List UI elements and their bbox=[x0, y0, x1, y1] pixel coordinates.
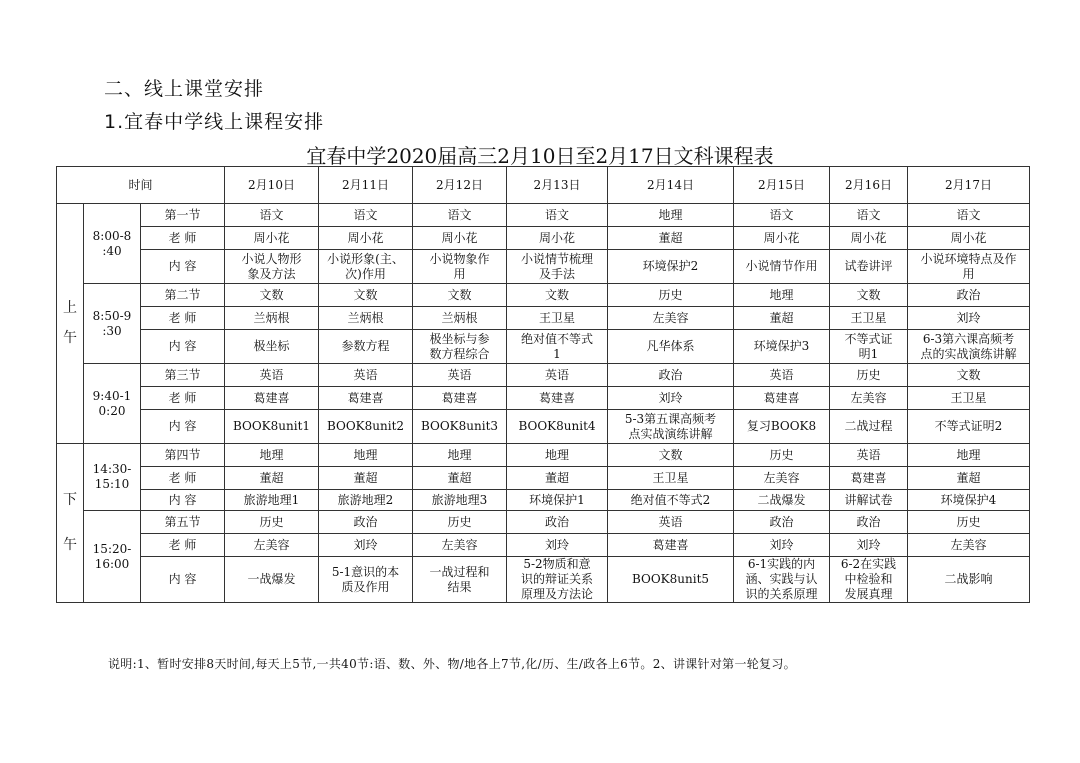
schedule-cell: 兰炳根 bbox=[225, 307, 319, 330]
half-day-label: 上 午 bbox=[57, 204, 84, 444]
row-label: 老 师 bbox=[141, 467, 225, 490]
row-label: 第四节 bbox=[141, 444, 225, 467]
schedule-cell: 王卫星 bbox=[908, 387, 1030, 410]
schedule-cell: 语文 bbox=[319, 204, 413, 227]
row-label: 老 师 bbox=[141, 387, 225, 410]
table-row bbox=[57, 511, 1030, 534]
schedule-cell: 葛建喜 bbox=[225, 387, 319, 410]
half-day-label: 下 午 bbox=[57, 444, 84, 603]
schedule-cell: 政治 bbox=[908, 284, 1030, 307]
schedule-cell: 左美容 bbox=[608, 307, 734, 330]
schedule-cell: 一战爆发 bbox=[225, 557, 319, 603]
schedule-cell: 6-2在实践 中检验和 发展真理 bbox=[830, 557, 908, 603]
schedule-cell: 绝对值不等式 1 bbox=[507, 330, 608, 364]
schedule-cell: 语文 bbox=[225, 204, 319, 227]
table-row bbox=[57, 284, 1030, 307]
schedule-cell: 旅游地理1 bbox=[225, 490, 319, 511]
row-label: 内 容 bbox=[141, 557, 225, 603]
schedule-cell: 历史 bbox=[734, 444, 830, 467]
schedule-cell: 政治 bbox=[319, 511, 413, 534]
row-label: 内 容 bbox=[141, 330, 225, 364]
schedule-cell: 文数 bbox=[507, 284, 608, 307]
schedule-cell: 政治 bbox=[830, 511, 908, 534]
schedule-cell: 葛建喜 bbox=[319, 387, 413, 410]
schedule-cell: 地理 bbox=[734, 284, 830, 307]
schedule-cell: 不等式证明2 bbox=[908, 410, 1030, 444]
schedule-cell: 刘玲 bbox=[734, 534, 830, 557]
schedule-cell: 一战过程和 结果 bbox=[413, 557, 507, 603]
row-label: 老 师 bbox=[141, 227, 225, 250]
schedule-cell: 小说情节梳理 及手法 bbox=[507, 250, 608, 284]
time-header: 时间 bbox=[57, 167, 225, 204]
table-row bbox=[57, 467, 1030, 490]
schedule-cell: 文数 bbox=[908, 364, 1030, 387]
schedule-cell: 葛建喜 bbox=[830, 467, 908, 490]
schedule-cell: 地理 bbox=[319, 444, 413, 467]
schedule-cell: 文数 bbox=[830, 284, 908, 307]
table-row bbox=[57, 204, 1030, 227]
schedule-cell: 小说人物形 象及方法 bbox=[225, 250, 319, 284]
table-row bbox=[57, 410, 1030, 444]
schedule-cell: 复习BOOK8 bbox=[734, 410, 830, 444]
schedule-cell: 二战过程 bbox=[830, 410, 908, 444]
time-slot: 14:30- 15:10 bbox=[84, 444, 141, 511]
schedule-cell: 小说环境特点及作 用 bbox=[908, 250, 1030, 284]
schedule-cell: 地理 bbox=[225, 444, 319, 467]
date-header: 2月13日 bbox=[507, 167, 608, 204]
schedule-cell: 文数 bbox=[225, 284, 319, 307]
schedule-cell: 周小花 bbox=[319, 227, 413, 250]
schedule-cell: 刘玲 bbox=[608, 387, 734, 410]
schedule-cell: 文数 bbox=[319, 284, 413, 307]
schedule-cell: 旅游地理3 bbox=[413, 490, 507, 511]
table-row bbox=[57, 557, 1030, 603]
schedule-cell: 绝对值不等式2 bbox=[608, 490, 734, 511]
schedule-table bbox=[56, 166, 1030, 603]
schedule-cell: 葛建喜 bbox=[734, 387, 830, 410]
schedule-cell: 英语 bbox=[319, 364, 413, 387]
schedule-cell: 政治 bbox=[734, 511, 830, 534]
schedule-cell: 英语 bbox=[734, 364, 830, 387]
schedule-cell: 左美容 bbox=[413, 534, 507, 557]
schedule-cell: BOOK8unit3 bbox=[413, 410, 507, 444]
row-label: 第一节 bbox=[141, 204, 225, 227]
schedule-cell: 政治 bbox=[608, 364, 734, 387]
date-header: 2月14日 bbox=[608, 167, 734, 204]
schedule-cell: 葛建喜 bbox=[507, 387, 608, 410]
schedule-cell: 左美容 bbox=[830, 387, 908, 410]
schedule-cell: 董超 bbox=[734, 307, 830, 330]
schedule-cell: 环境保护3 bbox=[734, 330, 830, 364]
row-label: 老 师 bbox=[141, 307, 225, 330]
schedule-cell: 小说形象(主、 次)作用 bbox=[319, 250, 413, 284]
schedule-cell: 英语 bbox=[608, 511, 734, 534]
schedule-cell: 董超 bbox=[608, 227, 734, 250]
schedule-cell: 英语 bbox=[830, 444, 908, 467]
schedule-cell: 英语 bbox=[507, 364, 608, 387]
schedule-cell: BOOK8unit4 bbox=[507, 410, 608, 444]
schedule-cell: 兰炳根 bbox=[413, 307, 507, 330]
row-label: 内 容 bbox=[141, 490, 225, 511]
schedule-cell: 左美容 bbox=[734, 467, 830, 490]
schedule-cell: 参数方程 bbox=[319, 330, 413, 364]
schedule-cell: 周小花 bbox=[734, 227, 830, 250]
table-row bbox=[57, 307, 1030, 330]
time-slot: 8:50-9 :30 bbox=[84, 284, 141, 364]
footnote: 说明:1、暂时安排8天时间,每天上5节,一共40节:语、数、外、物/地各上7节,化/历、生/政各上6节。2、讲课针对第一轮复习。 bbox=[108, 657, 796, 671]
table-row bbox=[57, 250, 1030, 284]
schedule-cell: 历史 bbox=[608, 284, 734, 307]
schedule-cell: 极坐标与参 数方程综合 bbox=[413, 330, 507, 364]
schedule-cell: 极坐标 bbox=[225, 330, 319, 364]
schedule-cell: 小说情节作用 bbox=[734, 250, 830, 284]
schedule-cell: 英语 bbox=[413, 364, 507, 387]
schedule-cell: 语文 bbox=[413, 204, 507, 227]
table-row bbox=[57, 444, 1030, 467]
schedule-cell: 文数 bbox=[608, 444, 734, 467]
row-label: 内 容 bbox=[141, 410, 225, 444]
schedule-cell: 环境保护4 bbox=[908, 490, 1030, 511]
schedule-cell: 王卫星 bbox=[608, 467, 734, 490]
row-label: 第二节 bbox=[141, 284, 225, 307]
schedule-cell: 王卫星 bbox=[507, 307, 608, 330]
schedule-cell: 6-3第六课高频考 点的实战演练讲解 bbox=[908, 330, 1030, 364]
schedule-cell: 历史 bbox=[908, 511, 1030, 534]
schedule-cell: 刘玲 bbox=[908, 307, 1030, 330]
schedule-cell: 语文 bbox=[507, 204, 608, 227]
schedule-cell: 语文 bbox=[830, 204, 908, 227]
time-slot: 9:40-1 0:20 bbox=[84, 364, 141, 444]
schedule-cell: 语文 bbox=[734, 204, 830, 227]
schedule-cell: 文数 bbox=[413, 284, 507, 307]
schedule-cell: 刘玲 bbox=[507, 534, 608, 557]
schedule-cell: 地理 bbox=[908, 444, 1030, 467]
schedule-cell: 王卫星 bbox=[830, 307, 908, 330]
row-label: 老 师 bbox=[141, 534, 225, 557]
schedule-cell: 不等式证 明1 bbox=[830, 330, 908, 364]
section-heading: 二、线上课堂安排 bbox=[104, 78, 265, 100]
date-header: 2月17日 bbox=[908, 167, 1030, 204]
row-label: 第三节 bbox=[141, 364, 225, 387]
table-row bbox=[57, 490, 1030, 511]
schedule-cell: 周小花 bbox=[830, 227, 908, 250]
table-row bbox=[57, 364, 1030, 387]
schedule-cell: 葛建喜 bbox=[413, 387, 507, 410]
schedule-cell: 董超 bbox=[413, 467, 507, 490]
row-label: 第五节 bbox=[141, 511, 225, 534]
table-row bbox=[57, 534, 1030, 557]
schedule-cell: 历史 bbox=[413, 511, 507, 534]
schedule-cell: 董超 bbox=[319, 467, 413, 490]
time-slot: 15:20- 16:00 bbox=[84, 511, 141, 603]
schedule-cell: 历史 bbox=[830, 364, 908, 387]
schedule-cell: 二战爆发 bbox=[734, 490, 830, 511]
schedule-cell: 试卷讲评 bbox=[830, 250, 908, 284]
schedule-cell: 周小花 bbox=[225, 227, 319, 250]
date-header: 2月12日 bbox=[413, 167, 507, 204]
schedule-cell: 刘玲 bbox=[830, 534, 908, 557]
header-row bbox=[57, 167, 1030, 204]
date-header: 2月15日 bbox=[734, 167, 830, 204]
schedule-cell: 5-2物质和意 识的辩证关系 原理及方法论 bbox=[507, 557, 608, 603]
schedule-cell: 周小花 bbox=[507, 227, 608, 250]
schedule-cell: 董超 bbox=[225, 467, 319, 490]
date-header: 2月16日 bbox=[830, 167, 908, 204]
schedule-cell: 凡华体系 bbox=[608, 330, 734, 364]
schedule-cell: 环境保护2 bbox=[608, 250, 734, 284]
schedule-cell: 董超 bbox=[908, 467, 1030, 490]
schedule-cell: 地理 bbox=[507, 444, 608, 467]
date-header: 2月10日 bbox=[225, 167, 319, 204]
schedule-cell: 周小花 bbox=[413, 227, 507, 250]
table-row bbox=[57, 227, 1030, 250]
subsection-heading: 1.宜春中学线上课程安排 bbox=[104, 111, 325, 133]
schedule-cell: 小说物象作 用 bbox=[413, 250, 507, 284]
schedule-cell: 历史 bbox=[225, 511, 319, 534]
schedule-cell: 5-1意识的本 质及作用 bbox=[319, 557, 413, 603]
schedule-cell: 左美容 bbox=[908, 534, 1030, 557]
schedule-cell: 刘玲 bbox=[319, 534, 413, 557]
row-label: 内 容 bbox=[141, 250, 225, 284]
schedule-cell: 左美容 bbox=[225, 534, 319, 557]
table-title: 宜春中学2020届高三2月10日至2月17日文科课程表 bbox=[306, 144, 774, 168]
schedule-cell: 旅游地理2 bbox=[319, 490, 413, 511]
schedule-cell: 董超 bbox=[507, 467, 608, 490]
schedule-cell: 英语 bbox=[225, 364, 319, 387]
schedule-cell: 政治 bbox=[507, 511, 608, 534]
schedule-cell: 周小花 bbox=[908, 227, 1030, 250]
schedule-cell: BOOK8unit5 bbox=[608, 557, 734, 603]
schedule-cell: BOOK8unit1 bbox=[225, 410, 319, 444]
schedule-cell: 地理 bbox=[413, 444, 507, 467]
schedule-cell: 葛建喜 bbox=[608, 534, 734, 557]
date-header: 2月11日 bbox=[319, 167, 413, 204]
table-row bbox=[57, 330, 1030, 364]
schedule-cell: 讲解试卷 bbox=[830, 490, 908, 511]
time-slot: 8:00-8 :40 bbox=[84, 204, 141, 284]
schedule-cell: 5-3第五课高频考 点实战演练讲解 bbox=[608, 410, 734, 444]
table-row bbox=[57, 387, 1030, 410]
schedule-cell: 地理 bbox=[608, 204, 734, 227]
schedule-cell: 环境保护1 bbox=[507, 490, 608, 511]
schedule-cell: BOOK8unit2 bbox=[319, 410, 413, 444]
schedule-cell: 6-1实践的内 涵、实践与认 识的关系原理 bbox=[734, 557, 830, 603]
schedule-cell: 语文 bbox=[908, 204, 1030, 227]
schedule-cell: 二战影响 bbox=[908, 557, 1030, 603]
schedule-cell: 兰炳根 bbox=[319, 307, 413, 330]
